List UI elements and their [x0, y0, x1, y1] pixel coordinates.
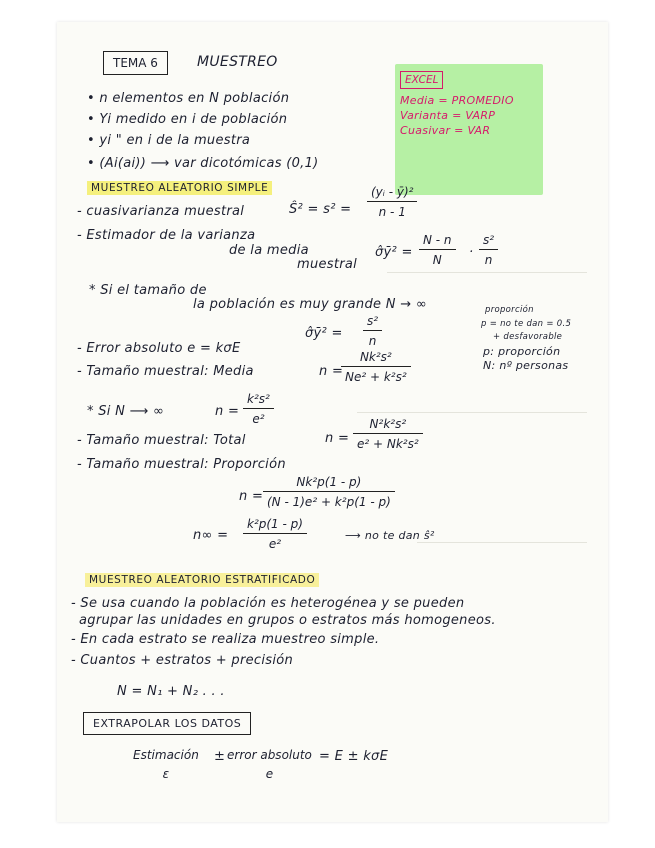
fraction-numerator: Nk²p(1 - p)	[296, 475, 362, 489]
tam-total-fraction	[353, 417, 423, 451]
n-inf-note: ⟶ no te dan ŝ²	[345, 529, 435, 542]
tam-media-lhs: n =	[319, 364, 344, 379]
n-inf-fraction	[243, 517, 307, 551]
fraction-numerator: N²k²s²	[369, 417, 407, 431]
side-note-2: p = no te dan = 0.5	[481, 319, 572, 329]
estimador-lhs: σ̂ȳ² =	[375, 245, 413, 260]
bleed-line	[357, 412, 587, 413]
fraction-numerator: Nk²s²	[359, 350, 392, 364]
side-note-1: proporción	[485, 305, 534, 315]
cuasivarianza-label: - cuasivarianza muestral	[77, 204, 245, 219]
si-inf-lhs: n =	[215, 404, 240, 419]
error-absoluto: - Error absoluto e = kσE	[77, 341, 241, 356]
excel-line-varianza: Varianta = VARP	[400, 109, 496, 122]
fraction-numerator: k²s²	[247, 392, 270, 406]
notebook-page	[57, 22, 608, 822]
estratificado-line-3: - En cada estrato se realiza muestreo simple.	[71, 632, 380, 647]
tema-box: TEMA 6	[103, 51, 168, 75]
fraction-denominator: n	[479, 249, 498, 267]
fraction-denominator: e²	[243, 533, 307, 551]
extrapolar-rhs: = E ± kσE	[319, 749, 389, 764]
tamano-line-2: la población es muy grande N → ∞	[193, 297, 427, 312]
estimador-line-2: de la media	[229, 243, 309, 258]
section-heading-mas-text: MUESTREO ALEATORIO SIMPLE	[87, 181, 272, 195]
estimador-line-3: muestral	[297, 257, 358, 272]
tam-total-lhs: n =	[325, 431, 350, 446]
section-heading-mae	[85, 573, 319, 586]
tam-total-label: - Tamaño muestral: Total	[77, 433, 246, 448]
section-heading-mas	[87, 181, 272, 194]
error-fraction	[223, 748, 316, 781]
fraction-denominator: ε	[162, 767, 170, 781]
tam-media-label: - Tamaño muestral: Media	[77, 364, 254, 379]
fraction-denominator: e²	[243, 408, 274, 426]
tam-prop-lhs: n =	[239, 489, 264, 504]
section-heading-mae-text: MUESTREO ALEATORIO ESTRATIFICADO	[85, 573, 319, 587]
fraction-numerator: k²p(1 - p)	[247, 517, 303, 531]
fraction-denominator: e	[265, 767, 274, 781]
sigma-lhs: σ̂ȳ² =	[305, 326, 343, 341]
si-inf-label: * Si N ⟶ ∞	[87, 404, 165, 419]
fraction-numerator: (yᵢ - ȳ)²	[371, 185, 414, 199]
tam-media-fraction	[341, 350, 411, 384]
si-inf-fraction	[243, 392, 274, 426]
bullet-4: • (Ai(ai)) ⟶ var dicotómicas (0,1)	[87, 156, 319, 171]
tam-prop-label: - Tamaño muestral: Proporción	[77, 457, 286, 472]
estimacion-fraction	[129, 748, 203, 781]
page-title: MUESTREO	[197, 54, 278, 70]
estimador-fraction-2	[479, 233, 498, 267]
cuasivarianza-fraction	[367, 185, 417, 219]
fraction-denominator: e² + Nk²s²	[353, 433, 423, 451]
estimador-fraction-1	[419, 233, 456, 267]
strata-sum: N = N₁ + N₂ . . .	[117, 684, 225, 699]
estimador-line-1: - Estimador de la varianza	[77, 228, 256, 243]
fraction-denominator: n - 1	[367, 201, 417, 219]
excel-line-media: Media = PROMEDIO	[400, 94, 514, 107]
fraction-numerator: s²	[367, 314, 379, 328]
bleed-line	[387, 272, 587, 273]
bullet-3: • yi " en i de la muestra	[87, 133, 251, 148]
bleed-line	[417, 542, 587, 543]
tamano-line-1: * Si el tamaño de	[89, 283, 207, 298]
sigma-fraction	[363, 314, 382, 348]
fraction-numerator: N - n	[423, 233, 452, 247]
bullet-1: • n elementos en N población	[87, 91, 290, 106]
bullet-2: • Yi medido en i de población	[87, 112, 288, 127]
plus-minus: ±	[214, 749, 226, 764]
side-note-4: p: proporción	[483, 345, 561, 358]
excel-title: EXCEL	[400, 71, 443, 89]
fraction-denominator: (N - 1)e² + k²p(1 - p)	[263, 491, 395, 509]
side-note-5: N: nº personas	[483, 359, 569, 372]
fraction-numerator: s²	[483, 233, 495, 247]
excel-line-cuasivar: Cuasivar = VAR	[400, 124, 491, 137]
estratificado-line-4: - Cuantos + estratos + precisión	[71, 653, 294, 668]
extrapolar-box: EXTRAPOLAR LOS DATOS	[83, 712, 251, 735]
tam-prop-fraction	[263, 475, 395, 509]
estratificado-line-1: - Se usa cuando la población es heterogénea y se pueden	[71, 596, 465, 611]
excel-sticky-note	[395, 64, 543, 195]
cuasivarianza-formula: Ŝ² = s² =	[289, 202, 352, 217]
fraction-denominator: Ne² + k²s²	[341, 366, 411, 384]
fraction-denominator: n	[363, 330, 382, 348]
fraction-numerator: Estimación	[133, 748, 199, 762]
fraction-denominator: N	[419, 249, 456, 267]
side-note-3: + desfavorable	[493, 332, 563, 342]
estimador-dot: ·	[469, 245, 474, 260]
fraction-numerator: error absoluto	[227, 748, 312, 762]
estratificado-line-2: agrupar las unidades en grupos o estratos más homogeneos.	[79, 613, 496, 628]
n-inf-lhs: n∞ =	[193, 528, 229, 543]
